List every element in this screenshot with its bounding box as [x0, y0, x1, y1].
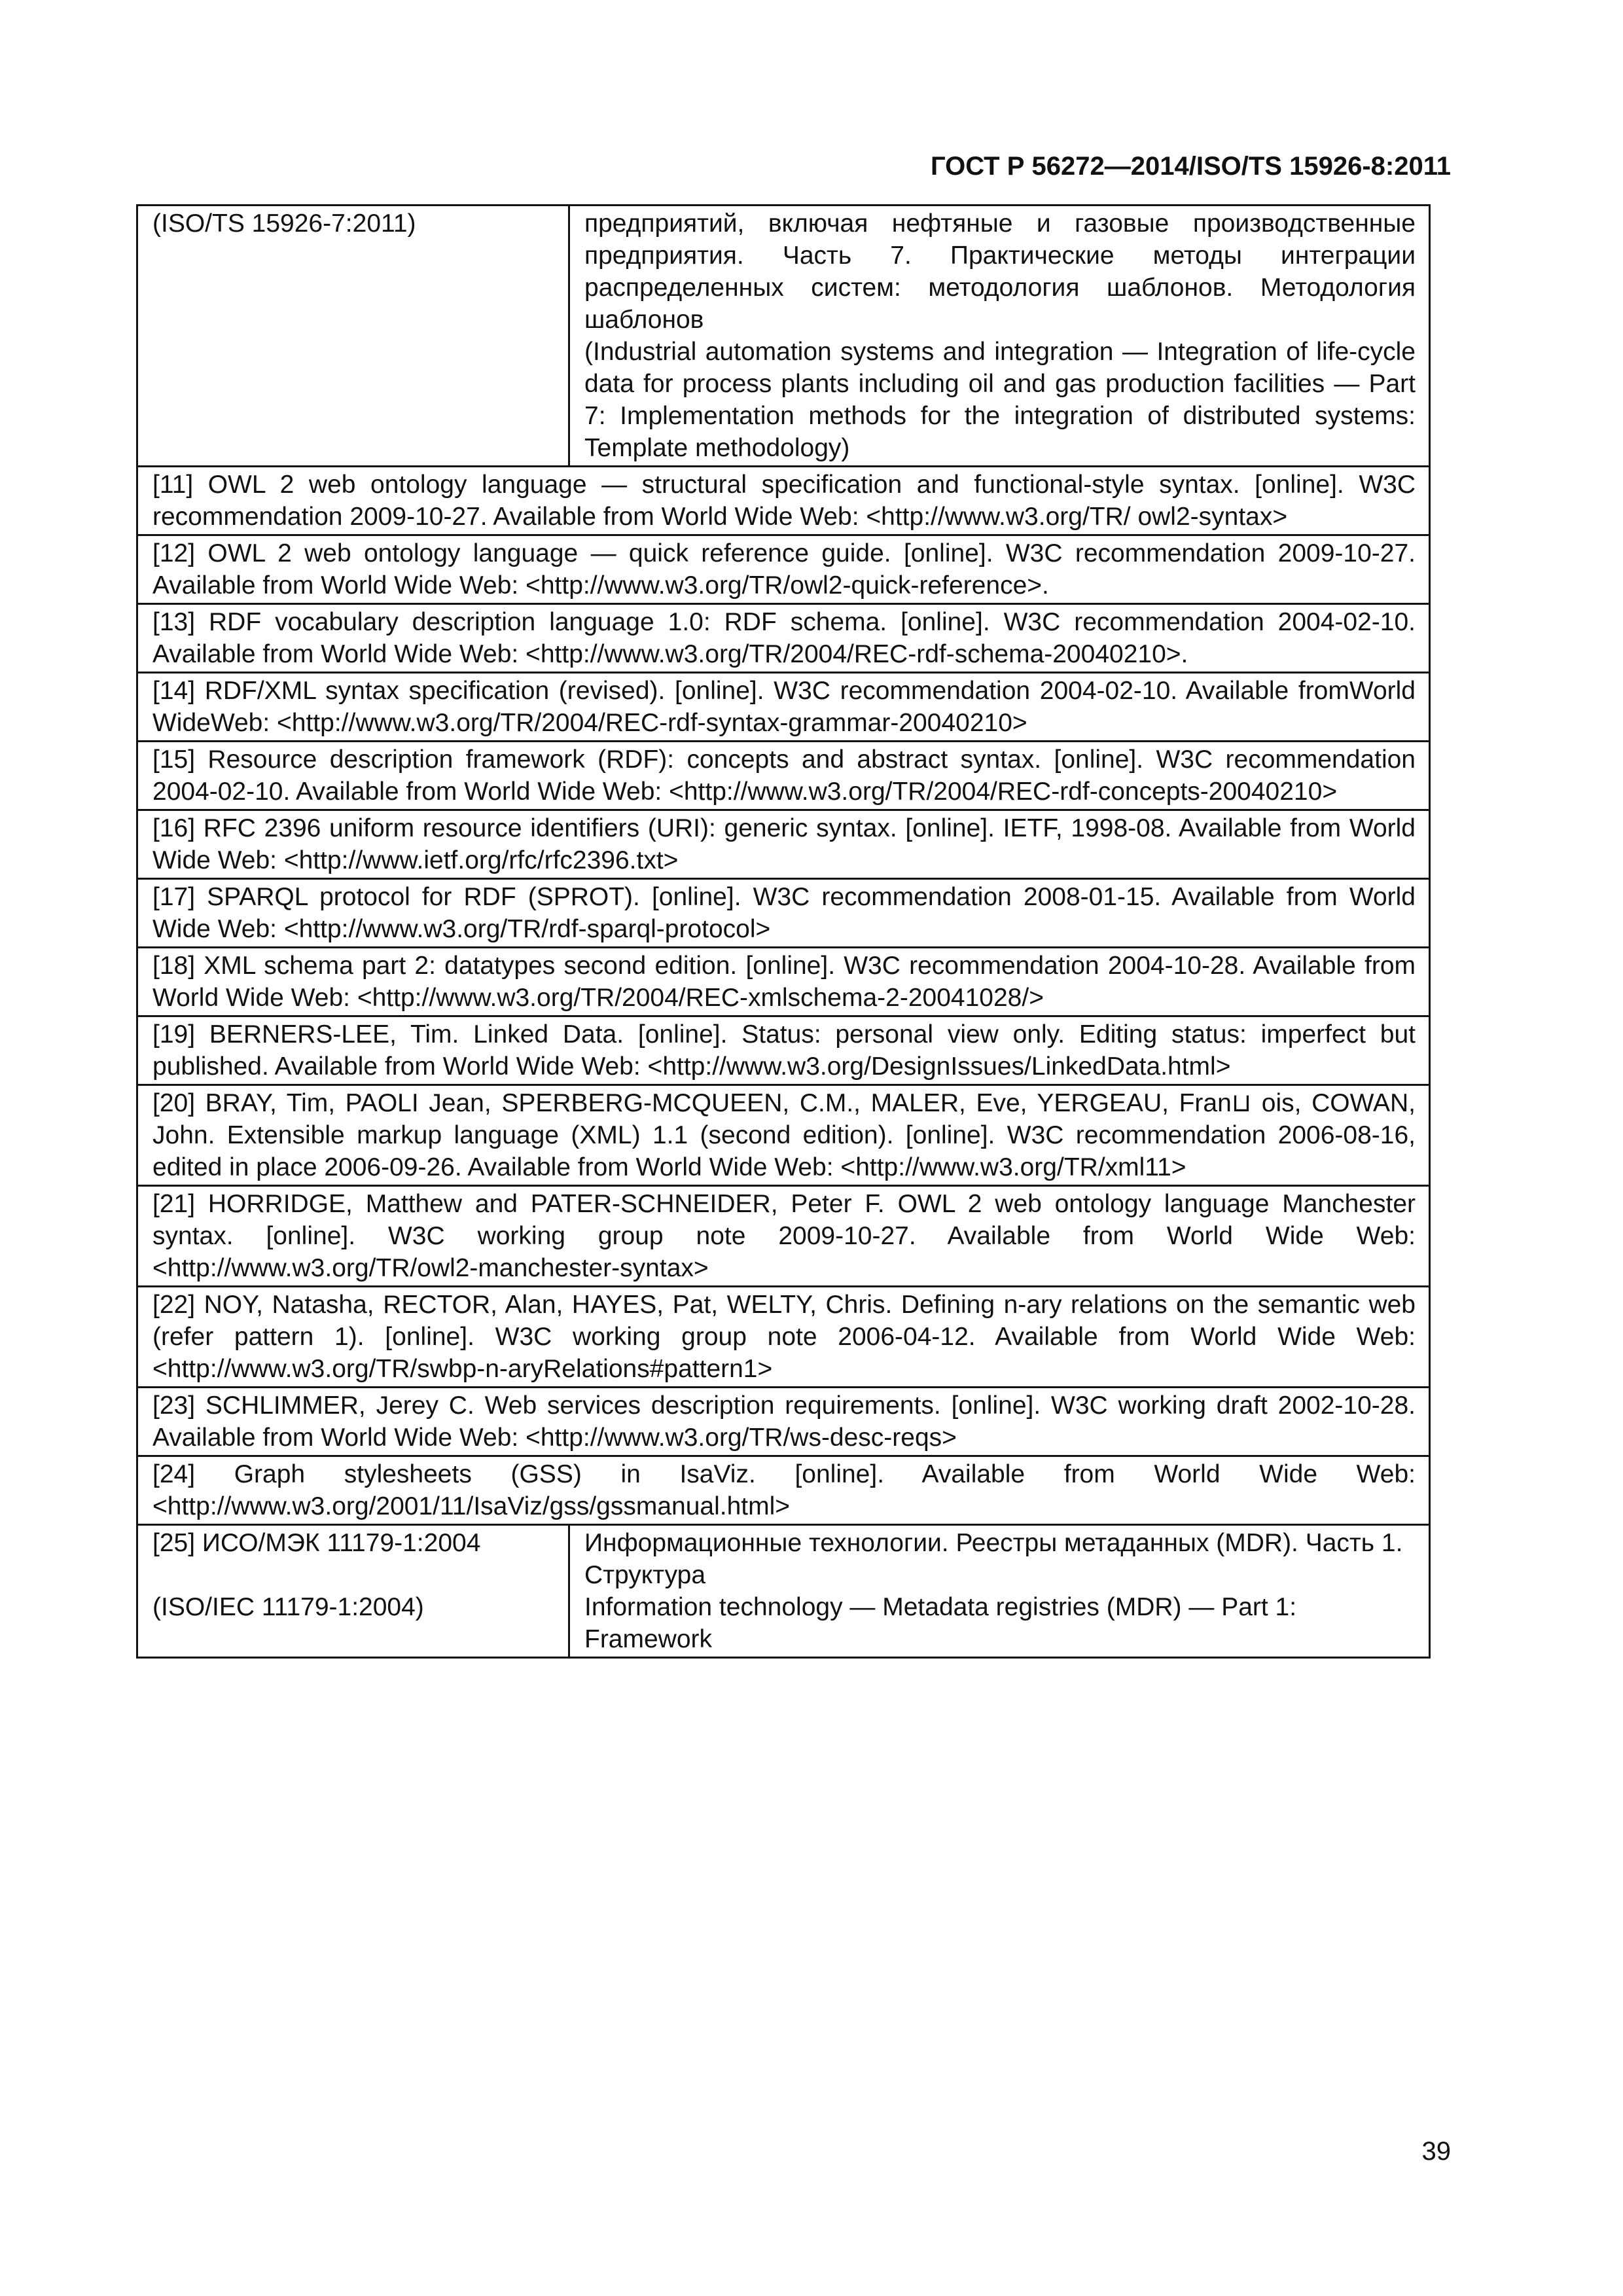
reference-gost-code: [25] ИСО/МЭК 11179-1:2004: [152, 1529, 481, 1557]
reference-title-ru: предприятий, включая нефтяные и газовые производственные предприятия. Часть 7. Практические методы интеграции распределенных систем: методология шаблонов. Методология шаблонов: [584, 209, 1416, 334]
reference-entry: [20] BRAY, Tim, PAOLI Jean, SPERBERG-MCQUEEN, C.M., MALER, Eve, YERGEAU, Fran⊔ ois, COWAN, John. Extensible markup language (XML) 1.1 (second edition). [online]. W3C recommendation 2006-08-16, edited in place 2006-09-26. Available from World Wide Web: <http://www.w3.org/TR/xml11>: [137, 1085, 1430, 1186]
reference-title-cell: [569, 206, 1430, 467]
reference-entry: [17] SPARQL protocol for RDF (SPROT). [online]. W3C recommendation 2008-01-15. Available from World Wide Web: <http://www.w3.org/TR/rdf-sparql-protocol>: [137, 879, 1430, 948]
table-row: [137, 535, 1430, 604]
table-row: [137, 1085, 1430, 1186]
reference-entry: [16] RFC 2396 uniform resource identifiers (URI): generic syntax. [online]. IETF, 1998-08. Available from World Wide Web: <http://www.ietf.org/rfc/rfc2396.txt>: [137, 810, 1430, 879]
table-row: [137, 1186, 1430, 1287]
reference-entry: [23] SCHLIMMER, Jerey C. Web services description requirements. [online]. W3C working draft 2002-10-28. Available from World Wide Web: <http://www.w3.org/TR/ws-desc-reqs>: [137, 1388, 1430, 1456]
table-row: [137, 1388, 1430, 1456]
reference-entry: [19] BERNERS-LEE, Tim. Linked Data. [online]. Status: personal view only. Editing status: imperfect but published. Available from World Wide Web: <http://www.w3.org/DesignIssues/LinkedData.html>: [137, 1016, 1430, 1085]
reference-entry: [14] RDF/XML syntax specification (revised). [online]. W3C recommendation 2004-02-10. Available fromWorld WideWeb: <http://www.w3.org/TR/2004/REC-rdf-syntax-grammar-20040210>: [137, 673, 1430, 742]
table-row: [137, 742, 1430, 810]
table-row: [137, 1016, 1430, 1085]
reference-entry: [18] XML schema part 2: datatypes second edition. [online]. W3C recommendation 2004-10-28. Available from World Wide Web: <http://www.w3.org/TR/2004/REC-xmlschema-2-20041028/>: [137, 948, 1430, 1016]
reference-entry: [12] OWL 2 web ontology language — quick reference guide. [online]. W3C recommendation 2009-10-27. Available from World Wide Web: <http://www.w3.org/TR/owl2-quick-reference>.: [137, 535, 1430, 604]
table-row: [137, 604, 1430, 673]
reference-entry: [21] HORRIDGE, Matthew and PATER-SCHNEIDER, Peter F. OWL 2 web ontology language Manchester syntax. [online]. W3C working group note 2009-10-27. Available from World Wide Web: <http://www.w3.org/TR/owl2-manchester-syntax>: [137, 1186, 1430, 1287]
references-table: [136, 204, 1431, 1659]
reference-title-en: Information technology — Metadata registries (MDR) — Part 1: Framework: [584, 1593, 1297, 1653]
reference-title-ru: Информационные технологии. Реестры метаданных (MDR). Часть 1. Структура: [584, 1529, 1403, 1589]
reference-title-en: (Industrial automation systems and integration — Integration of life-cycle data for process plants including oil and gas production facilities — Part 7: Implementation methods for the integration of distributed systems: Template methodology): [584, 338, 1416, 462]
page-number: 39: [1421, 2137, 1451, 2166]
reference-designation-cell: [137, 1525, 569, 1658]
table-row: [137, 1525, 1430, 1658]
table-row: [137, 948, 1430, 1016]
table-row: [137, 810, 1430, 879]
table-row: [137, 879, 1430, 948]
reference-iso-code: (ISO/IEC 11179-1:2004): [152, 1593, 424, 1621]
reference-entry: [24] Graph stylesheets (GSS) in IsaViz. [online]. Available from World Wide Web: <http://www.w3.org/2001/11/IsaViz/gss/gssmanual.html>: [137, 1456, 1430, 1525]
reference-entry: [22] NOY, Natasha, RECTOR, Alan, HAYES, Pat, WELTY, Chris. Defining n-ary relations on the semantic web (refer pattern 1). [online]. W3C working group note 2006-04-12. Available from World Wide Web: <http://www.w3.org/TR/swbp-n-aryRelations#pattern1>: [137, 1287, 1430, 1388]
reference-entry: [13] RDF vocabulary description language 1.0: RDF schema. [online]. W3C recommendation 2004-02-10. Available from World Wide Web: <http://www.w3.org/TR/2004/REC-rdf-schema-20040210>.: [137, 604, 1430, 673]
table-row: [137, 1456, 1430, 1525]
reference-designation-cell: [137, 206, 569, 467]
table-row: [137, 206, 1430, 467]
reference-entry: [11] OWL 2 web ontology language — structural specification and functional-style syntax. [online]. W3C recommendation 2009-10-27. Available from World Wide Web: <http://www.w3.org/TR/ owl2-syntax>: [137, 467, 1430, 535]
document-code-header: ГОСТ Р 56272—2014/ISO/TS 15926-8:2011: [931, 152, 1451, 181]
table-row: [137, 467, 1430, 535]
reference-title-cell: [569, 1525, 1430, 1658]
reference-entry: [15] Resource description framework (RDF): concepts and abstract syntax. [online]. W3C recommendation 2004-02-10. Available from World Wide Web: <http://www.w3.org/TR/2004/REC-rdf-concepts-20040210>: [137, 742, 1430, 810]
table-row: [137, 673, 1430, 742]
table-row: [137, 1287, 1430, 1388]
reference-iso-code: (ISO/TS 15926-7:2011): [152, 209, 416, 238]
